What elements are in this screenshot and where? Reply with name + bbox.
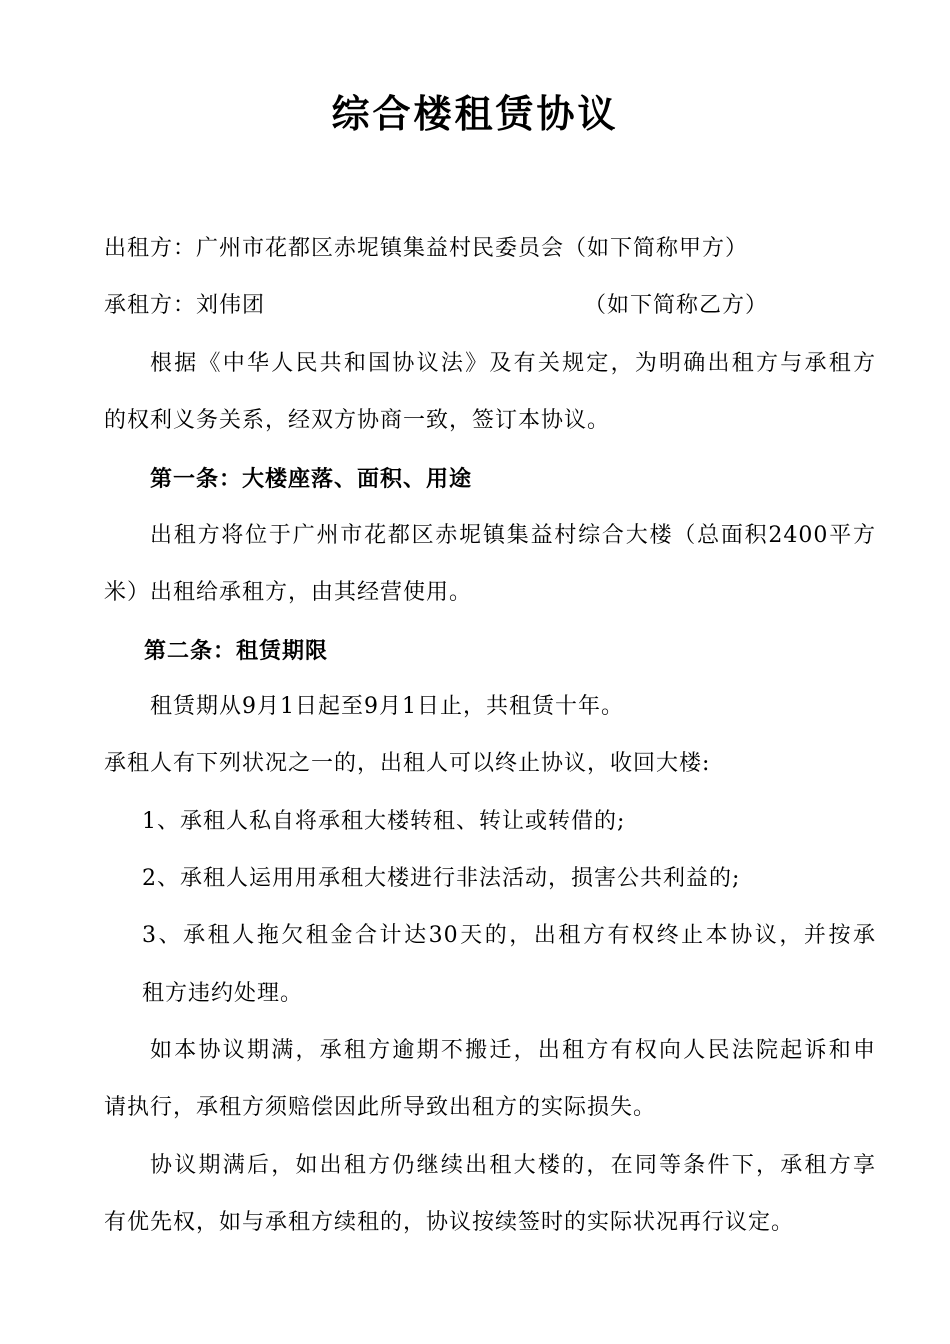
expiry-line-1: 如本协议期满，承租方逾期不搬迁，出租方有权向人民法院起诉和申 [150,1038,876,1063]
article-1-heading: 第一条：大楼座落、面积、用途 [150,466,473,492]
termination-item-1: 1、承租人私自将承租大楼转租、转让或转借的; [142,809,626,834]
renewal-line-2: 有优先权，如与承租方续租的，协议按续签时的实际状况再行议定。 [104,1210,795,1235]
expiry-line-2: 请执行，承租方须赔偿因此所导致出租方的实际损失。 [104,1095,657,1120]
termination-intro: 承租人有下列状况之一的，出租人可以终止协议，收回大楼: [104,751,711,776]
termination-item-2: 2、承租人运用用承租大楼进行非法活动，损害公共利益的; [142,866,741,891]
lessee-note: （如下简称乙方） [584,293,769,318]
termination-item-3-line-2: 租方违约处理。 [142,981,304,1006]
article-1-line-2: 米）出租给承租方，由其经营使用。 [104,580,473,605]
article-1-line-1: 出租方将位于广州市花都区赤坭镇集益村综合大楼（总面积2400平方 [150,523,876,548]
lessee-label: 承租方：刘伟团 [104,293,266,318]
article-2-heading: 第二条：租赁期限 [144,638,329,664]
intro-line-2: 的权利义务关系，经双方协商一致，签订本协议。 [104,408,611,433]
intro-line-1: 根据《中华人民共和国协议法》及有关规定，为明确出租方与承租方 [150,351,876,376]
termination-item-3-line-1: 3、承租人拖欠租金合计达30天的，出租方有权终止本协议，并按承 [142,923,876,948]
renewal-line-1: 协议期满后，如出租方仍继续出租大楼的，在同等条件下，承租方享 [150,1153,876,1178]
lessor-line: 出租方：广州市花都区赤坭镇集益村民委员会（如下简称甲方） [104,236,749,261]
document-title: 综合楼租赁协议 [331,91,619,136]
lease-term: 租赁期从9月1日起至9月1日止，共租赁十年。 [150,694,624,719]
